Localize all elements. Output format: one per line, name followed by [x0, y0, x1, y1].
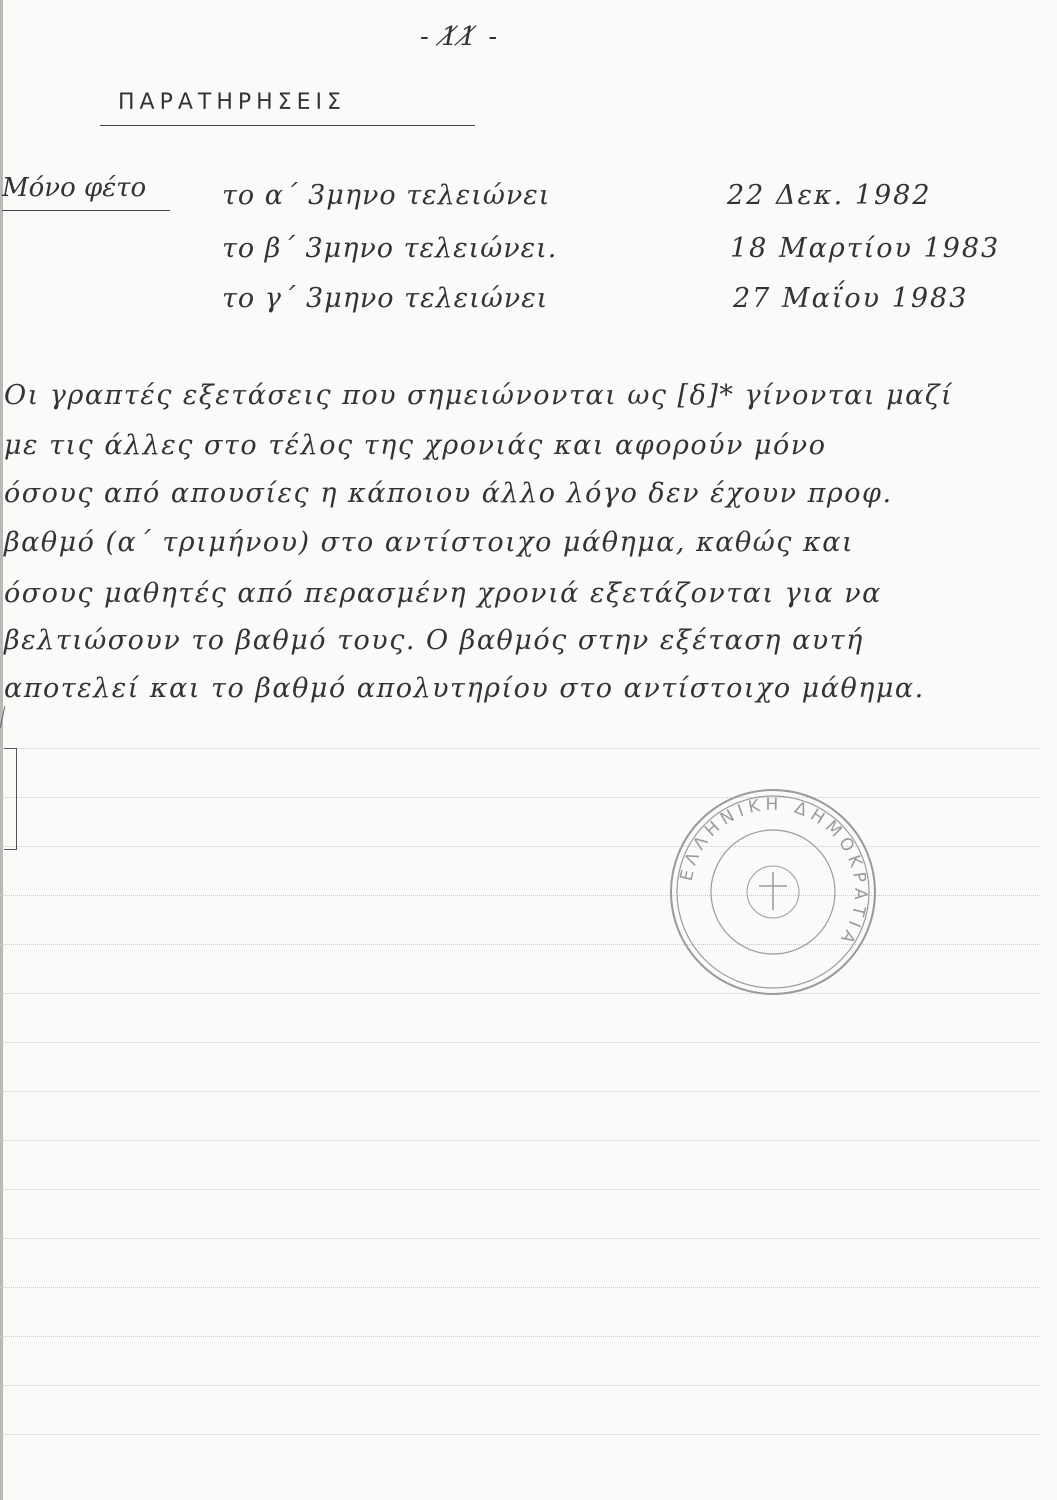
ruled-line — [0, 993, 1040, 994]
schedule-label-underline — [2, 210, 170, 211]
stamp-text: ΕΛΛΗΝΙΚΗ ΔΗΜΟΚΡΑΤΙΑ — [676, 794, 871, 951]
ruled-line — [0, 748, 1040, 749]
page-number: - 1̸1̸ - — [420, 22, 500, 52]
paragraph-line: όσους μαθητές από περασμένη χρονιά εξετάζονται για να — [4, 578, 882, 609]
schedule-label: Μόνο φέτο — [2, 173, 147, 203]
ruled-line — [0, 944, 1040, 945]
ruled-line — [0, 1042, 1040, 1043]
term-date-1: 22 Δεκ. 1982 — [727, 180, 932, 211]
ruled-line — [0, 1091, 1040, 1092]
term-row-1: το α΄ 3μηνο τελειώνει — [222, 180, 551, 211]
ruled-line — [0, 1140, 1040, 1141]
term-row-3: το γ΄ 3μηνο τελειώνει — [222, 283, 549, 314]
paragraph-line: αποτελεί και το βαθμό απολυτηρίου στο αντίστοιχο μάθημα. — [4, 673, 925, 704]
ruled-line — [0, 846, 1040, 847]
paragraph-line: Οι γραπτές εξετάσεις που σημειώνονται ως [δ]* γίνονται μαζί — [4, 380, 954, 411]
term-date-3: 27 Μαΐου 1983 — [733, 283, 969, 314]
paragraph-line: βελτιώσουν το βαθμό τους. Ο βαθμός στην εξέταση αυτή — [4, 625, 864, 656]
term-row-2: το β΄ 3μηνο τελειώνει. — [222, 233, 558, 264]
page-edge — [0, 0, 3, 1500]
ruled-line — [0, 1238, 1040, 1239]
ruled-line — [0, 1287, 1040, 1288]
ruled-line — [0, 1385, 1040, 1386]
page-title: ΠΑΡΑΤΗΡΗΣΕΙΣ — [118, 90, 346, 115]
margin-bracket-mark — [4, 748, 17, 850]
term-date-2: 18 Μαρτίου 1983 — [730, 233, 1001, 264]
title-underline — [100, 125, 475, 126]
paragraph-line: όσους από απουσίες η κάποιου άλλο λόγο δεν έχουν προφ. — [4, 478, 893, 509]
official-stamp — [667, 786, 879, 998]
ruled-line — [0, 895, 1040, 896]
ruled-line — [0, 797, 1040, 798]
paragraph-line: βαθμό (α΄ τριμήνου) στο αντίστοιχο μάθημα, καθώς και — [4, 527, 855, 558]
paragraph-line: με τις άλλες στο τέλος της χρονιάς και αφορούν μόνο — [4, 430, 827, 461]
ruled-line — [0, 1336, 1040, 1337]
ruled-line — [0, 1189, 1040, 1190]
ruled-line — [0, 1434, 1040, 1435]
